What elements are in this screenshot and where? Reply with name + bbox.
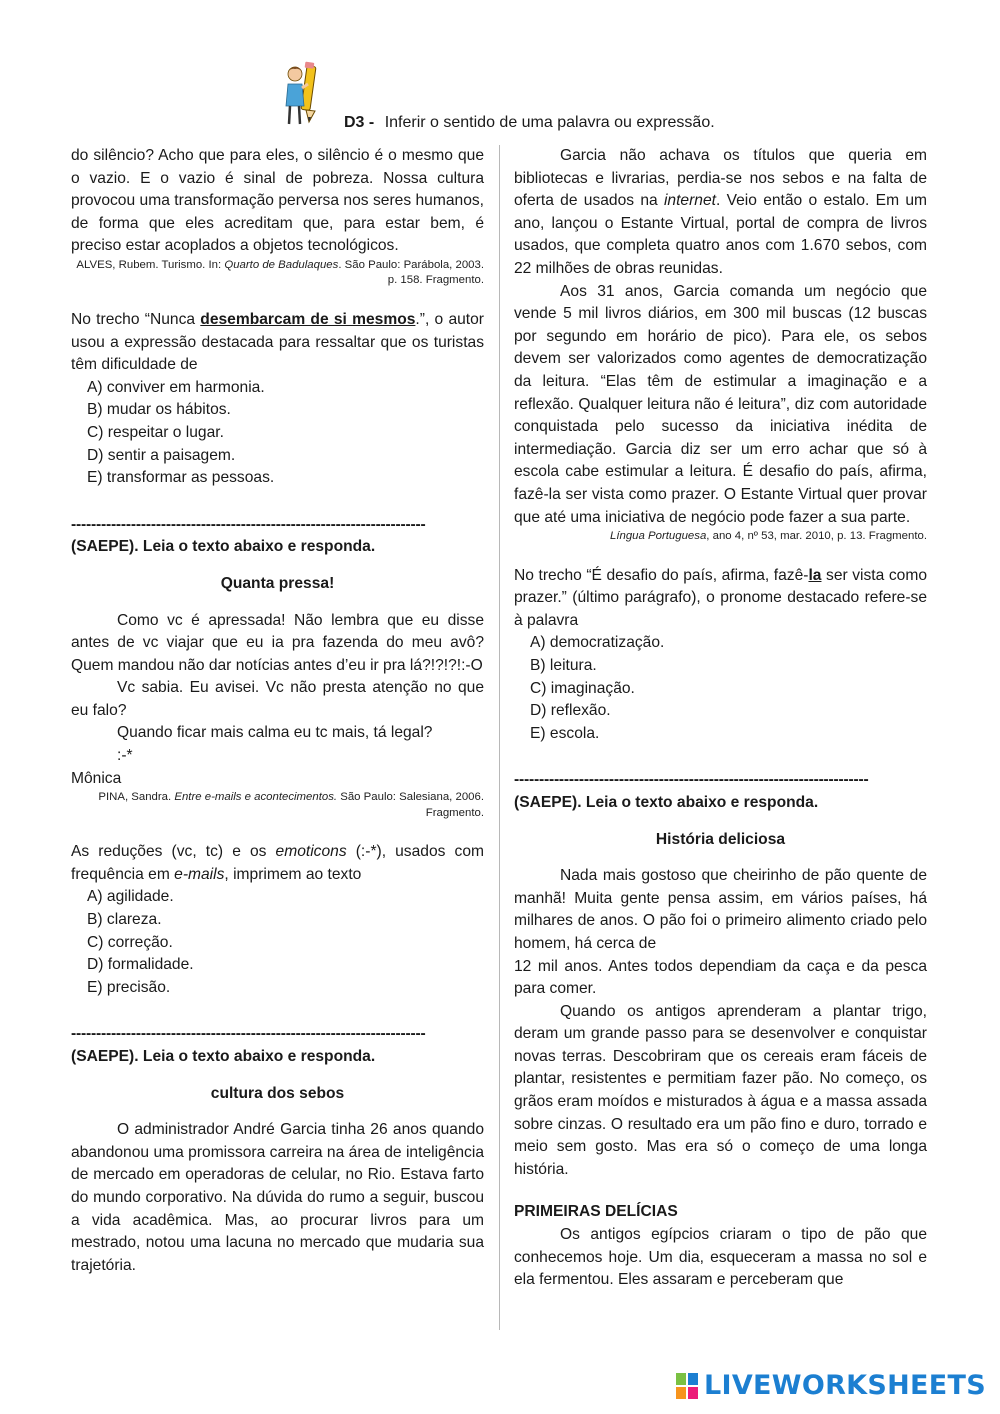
column-divider [499, 145, 500, 1330]
option-e[interactable]: E) transformar as pessoas. [87, 469, 275, 487]
text-paragraph: 12 mil anos. Antes todos dependiam da caça e da pesca para comer. [514, 957, 927, 998]
saepe-instruction: (SAEPE). Leia o texto abaixo e responda. [71, 1048, 376, 1065]
text-paragraph: Garcia não achava os títulos que queria em bibliotecas e livrarias, perdia-se nos sebos e na falta de oferta de usados na internet. Veio então o estalo. Em um ano, lançou o Estante Virtual, portal de compra de livros usados, que completa quatro anos com 1.670 sebos, com 22 milhões de obras reunidas. [514, 147, 927, 277]
option-b[interactable]: B) clareza. [87, 911, 162, 929]
option-a[interactable]: A) agilidade. [87, 888, 174, 906]
right-column [514, 145, 927, 1292]
option-a[interactable]: A) democratização. [530, 634, 665, 652]
text-paragraph: Aos 31 anos, Garcia comanda um negócio que vende 5 mil livros diários, em 300 mil buscas (12 buscas por segundo em horário de pico). Para ele, os sebos devem ser valorizados como agentes de democratização da leitura. “Elas têm de estimular a imaginação e a reflexão. Qualquer leitura não é leitura”, diz com autoridade conquistada pelo sucesso da iniciativa inédita de intermediação. Garcia diz ser um erro achar que só à escola cabe estimular a leitura. É desafio do país, afirma, fazê-la ser vista como prazer. O Estante Virtual quer provar que até uma iniciativa de negócio pode fazer a sua parte. [514, 282, 927, 526]
liveworksheets-brand: LIVEWORKSHEETS [703, 1370, 986, 1401]
section-separator: ----------------------------------------------------------------------- [71, 1025, 426, 1043]
text-paragraph: Quando ficar mais calma eu tc mais, tá legal? [117, 724, 433, 742]
text-paragraph: Nada mais gostoso que cheirinho de pão quente de manhã! Muita gente pensa assim, em vários países, há milhares de anos. O pão foi o primeiro alimento criado pelo homem, há cerca de [514, 867, 927, 952]
descriptor-code: D3 - [344, 114, 375, 131]
page-header [344, 114, 715, 132]
section-separator: ----------------------------------------------------------------------- [71, 515, 426, 533]
option-e[interactable]: E) precisão. [87, 978, 171, 996]
option-d[interactable]: D) sentir a paisagem. [87, 446, 236, 464]
intro-source: ALVES, Rubem. Turismo. In: Quarto de Badulaques. São Paulo: Parábola, 2003. p. 158. Fragmento. [76, 258, 484, 287]
text-title-historia-deliciosa: História deliciosa [655, 830, 786, 848]
option-d[interactable]: D) formalidade. [87, 956, 194, 974]
text-paragraph: Quando os antigos aprenderam a plantar trigo, deram um grande passo para se desenvolver e conquistar novas terras. Descobriram que os cereais eram fáceis de plantar, resistentes e permitiam fazer pão. No começo, os grãos eram moídos e misturados à água e a massa assada sobre cinzas. O resultado era um pão fino e duro, torrado e meio sem gosto. Mas era só o começo de uma longa história. [514, 1002, 927, 1178]
option-e[interactable]: E) escola. [530, 724, 600, 742]
text-paragraph: Os antigos egípcios criaram o tipo de pão que conhecemos hoje. Um dia, esqueceram a massa no sol e ela fermentou. Eles assaram e perceberam que [514, 1226, 927, 1289]
question-2-prompt: As reduções (vc, tc) e os emoticons (:-*), usados com frequência em e-mails, imprimem ao texto [71, 843, 484, 883]
option-b[interactable]: B) mudar os hábitos. [87, 401, 231, 419]
signature: Mônica [71, 769, 122, 787]
text-paragraph: Vc sabia. Eu avisei. Vc não presta atenção no que eu falo? [71, 679, 484, 719]
highlighted-pronoun: la [808, 566, 822, 584]
descriptor-title: Inferir o sentido de uma palavra ou expressão. [384, 114, 715, 131]
option-d[interactable]: D) reflexão. [530, 702, 611, 720]
section-subtitle: PRIMEIRAS DELÍCIAS [514, 1203, 678, 1221]
text-source: PINA, Sandra. Entre e-mails e acontecimentos. São Paulo: Salesiana, 2006. Fragmento. [98, 791, 484, 819]
option-c[interactable]: C) correção. [87, 933, 173, 951]
question-3-options [514, 632, 927, 745]
intro-text: do silêncio? Acho que para eles, o silêncio é o mesmo que o vazio. E o vazio é sinal de pobreza. Nossa cultura provocou uma transformação perversa nos seres humanos, de forma que eles acreditam que, para estar bem, é preciso estar acoplados a objetos tecnológicos. [71, 147, 484, 255]
text-source: Língua Portuguesa, ano 4, nº 53, mar. 2010, p. 13. Fragmento. [610, 530, 927, 543]
girl-with-pencil-icon [282, 60, 330, 132]
question-1-prompt: No trecho “Nunca desembarcam de si mesmos.”, o autor usou a expressão destacada para ressaltar que os turistas têm dificuldade de [71, 310, 484, 374]
highlighted-expression: desembarcam de si mesmos [200, 310, 416, 328]
section-separator: ----------------------------------------------------------------------- [514, 771, 869, 789]
emoticon-line: :-* [117, 747, 133, 765]
saepe-instruction: (SAEPE). Leia o texto abaixo e responda. [71, 538, 376, 556]
text-title-cultura-dos-sebos: cultura dos sebos [210, 1084, 345, 1102]
question-1-options [71, 377, 484, 490]
text-paragraph: Como vc é apressada! Não lembra que eu disse antes de vc viajar que eu ia pra fazenda do meu avô? Quem mandou não dar notícias antes d’eu ir pra lá?!?!?!:-O [71, 611, 484, 674]
option-b[interactable]: B) leitura. [530, 656, 597, 674]
option-c[interactable]: C) imaginação. [530, 679, 635, 697]
liveworksheets-logo[interactable] [676, 1370, 986, 1401]
liveworksheets-logo-icon [676, 1373, 698, 1399]
option-a[interactable]: A) conviver em harmonia. [87, 378, 265, 396]
text-title-quanta-pressa: Quanta pressa! [220, 574, 335, 592]
question-2-options [71, 886, 484, 999]
left-column [71, 145, 484, 1277]
question-3-prompt: No trecho “É desafio do país, afirma, fazê-la ser vista como prazer.” (último parágrafo), o pronome destacado refere-se à palavra [514, 566, 927, 629]
option-c[interactable]: C) respeitar o lugar. [87, 423, 224, 441]
saepe-instruction: (SAEPE). Leia o texto abaixo e responda. [514, 793, 819, 811]
text-paragraph: O administrador André Garcia tinha 26 anos quando abandonou uma promissora carreira na área de inteligência de mercado em operadoras de celular, no Rio. Estava farto do mundo corporativo. Na dúvida do rumo a seguir, buscou a vida acadêmica. Mas, ao procurar livros para um mestrado, notou uma lacuna no mercado que mudaria sua trajetória. [71, 1121, 484, 1274]
